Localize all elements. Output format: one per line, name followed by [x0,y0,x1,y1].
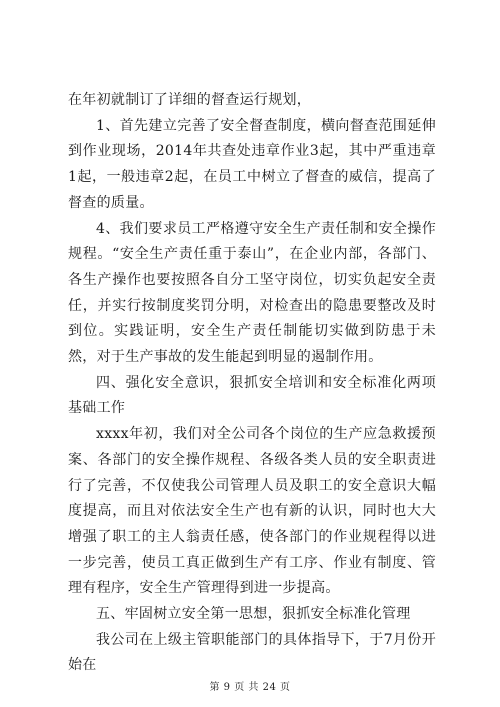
paragraph-7: 我公司在上级主管职能部门的具体指导下，于7月份开始在 [68,631,436,674]
paragraph-2: 1、首先建立完善了安全督查制度，横向督查范围延伸到作业现场，2014年共查处违章作业3起，其中严重违章1起，一般违章2起，在员工中树立了督查的威信，提高了督查的质量。 [68,117,436,211]
paragraph-4-heading: 四、强化安全意识，狠抓安全培训和安全标准化两项基础工作 [68,374,436,417]
page-footer: 第 9 页 共 24 页 [209,682,291,693]
body-text [68,88,436,679]
paragraph-1: 在年初就制订了详细的督查运行规划， [68,92,312,108]
paragraph-3: 4、我们要求员工严格遵守安全生产责任制和安全操作规程。“安全生产责任重于泰山”，在企业内部，各部门、各生产操作也要按照各自分工坚守岗位，切实负起安全责任，并实行按制度奖罚分明，对检查出的隐患要整改及时到位。实践证明，安全生产责任制能切实做到防患于未然，对于生产事故的发生能起到明显的遏制作用。 [68,220,436,366]
paragraph-6-heading: 五、牢固树立安全第一思想，狠抓安全标准化管理 [96,606,411,623]
paragraph-5: xxxx年初，我们对全公司各个岗位的生产应急救援预案、各部门的安全操作规程、各级各类人员的安全职责进行了完善，不仅使我公司管理人员及职工的安全意识大幅度提高，而且对依法安全生产也有新的认识，同时也大大增强了职工的主人翁责任感，使各部门的作业规程得以进一步完善，使员工真正做到生产有工序、作业有制度、管理有程序，安全生产管理得到进一步提高。 [68,426,436,597]
